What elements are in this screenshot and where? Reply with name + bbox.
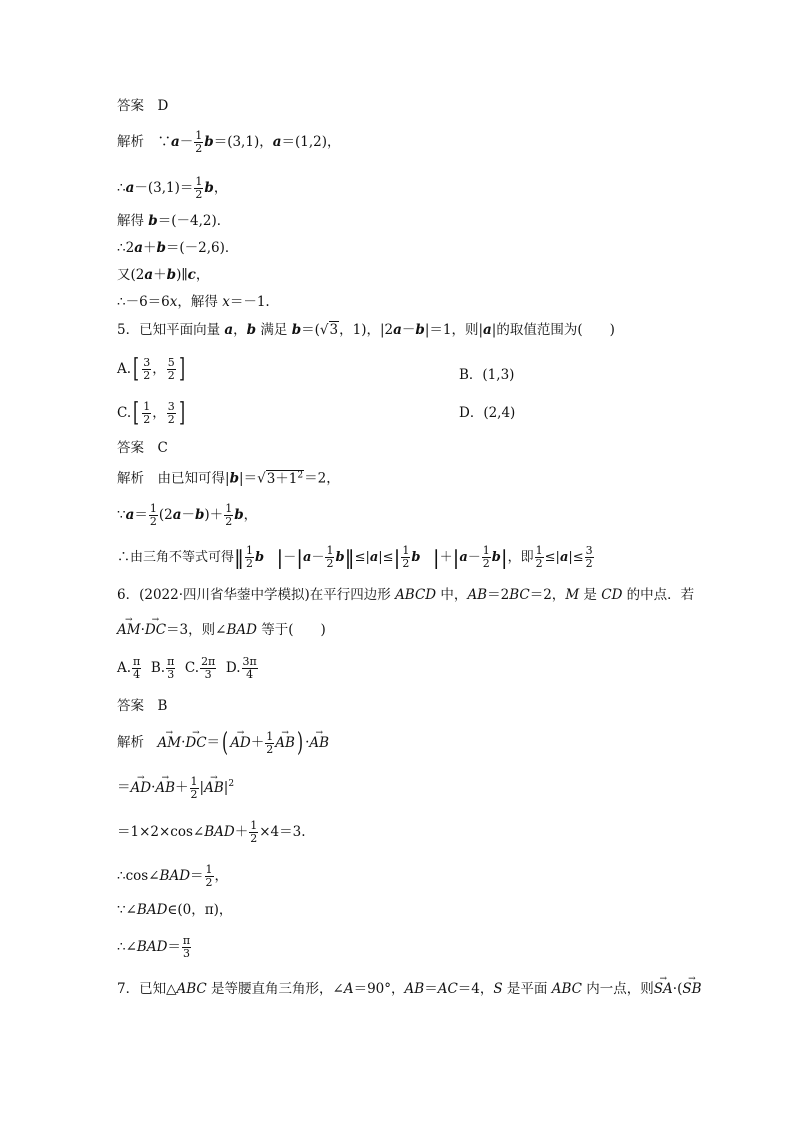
solution-4-line6: ∴－6＝6x，解得 x＝－1. [117, 294, 270, 310]
answer-4: 答案 D [117, 98, 169, 114]
option-5d: D．(2,4) [459, 405, 516, 421]
question-7: 7．已知△ABC 是等腰直角三角形，∠A＝90°，AB＝AC＝4，S 是平面 ABC 内一点，则→ SA·(→ SB [117, 980, 702, 998]
option-5b: B．(1,3) [459, 367, 515, 383]
solution-6-line5: ∵∠BAD∈(0，π)， [117, 902, 233, 918]
option-5a: A.[ $\frac{3}{2}$ ， $\frac{5}{2}$ ] [117, 354, 185, 384]
option-6d: D. $\frac{3\pi}{4}$ [225, 655, 257, 681]
solution-6-line3: ＝1×2×cos∠BAD＋ $\frac{1}{2}$ ×4＝3. [117, 819, 306, 845]
solution-6-line2: ＝→ AD·→ AB＋ $\frac{1}{2}$ |→ $AB|^2$ [117, 775, 234, 801]
options-6 [117, 656, 259, 681]
option-5c: C.[ $\frac{1}{2}$ ， $\frac{3}{2}$ ] [117, 398, 185, 428]
solution-4-line2: ∴a－(3,1)＝ $\frac{1}{2}$ b， [117, 175, 228, 201]
solution-5-line2: ∵a＝ $\frac{1}{2}$ (2a－b)＋ $\frac{1}{2}$ b， [117, 502, 258, 528]
question-6-line2: → AM·→ DC＝3，则∠BAD 等于( ) [117, 621, 326, 639]
solution-6-line1: 解析 → AM·→ DC＝(→ AD＋ $\frac{1}{2}$ → AB) ·→ AB [117, 730, 329, 756]
question-6-line1: 6．(2022·四川省华蓥中学模拟)在平行四边形 ABCD 中，AB＝2BC＝2，M 是 CD 的中点．若 [117, 587, 695, 603]
solution-6-line4: ∴cos∠BAD＝ $\frac{1}{2}$ ， [117, 863, 229, 889]
option-6c: C. $\frac{2\pi}{3}$ [184, 655, 216, 681]
solution-5-line3: ∴由三角不等式可得‖ $\frac{1}{2}$ b |－|a－ $\frac{1}{2}$ b‖≤|a|≤| $\frac{1}{2}$ b |＋|a－ $\frac{1}{2}$ b|，即 $\frac{1}{2}$ ≤|a|≤ $\frac{3}{2}$ [117, 544, 593, 570]
solution-4-line5: 又(2a＋b)∥c， [117, 267, 210, 283]
solution-4-line3: 解得 b＝(－4,2)． [117, 213, 231, 229]
solution-4-line1: 解析 ∵a－ $\frac{1}{2}$ b＝(3,1)，a＝(1,2)， [117, 129, 341, 155]
option-6a: A. $\frac{\pi}{4}$ [117, 655, 141, 681]
options-5-row1 [117, 356, 617, 382]
answer-5: 答案 C [117, 440, 168, 456]
question-5: 5．已知平面向量 a，b 满足 b＝(√3，1)，|2a－b|＝1，则|a|的取值范围为( ) [117, 322, 615, 338]
solution-6-line6: ∴∠BAD＝ $\frac{\pi}{3}$ [117, 934, 191, 960]
fraction: $\frac{1}{2}$ [195, 129, 203, 155]
answer-6: 答案 B [117, 698, 168, 714]
options-5-row2 [117, 400, 617, 426]
fraction: $\frac{1}{2}$ [195, 175, 203, 201]
option-6b: B. $\frac{\pi}{3}$ [150, 655, 175, 681]
solution-5-line1: 解析 由已知可得$|b|=√3+1^2=2$， [117, 470, 340, 487]
solution-4-line4: ∴2a＋b＝(－2,6)． [117, 240, 239, 256]
